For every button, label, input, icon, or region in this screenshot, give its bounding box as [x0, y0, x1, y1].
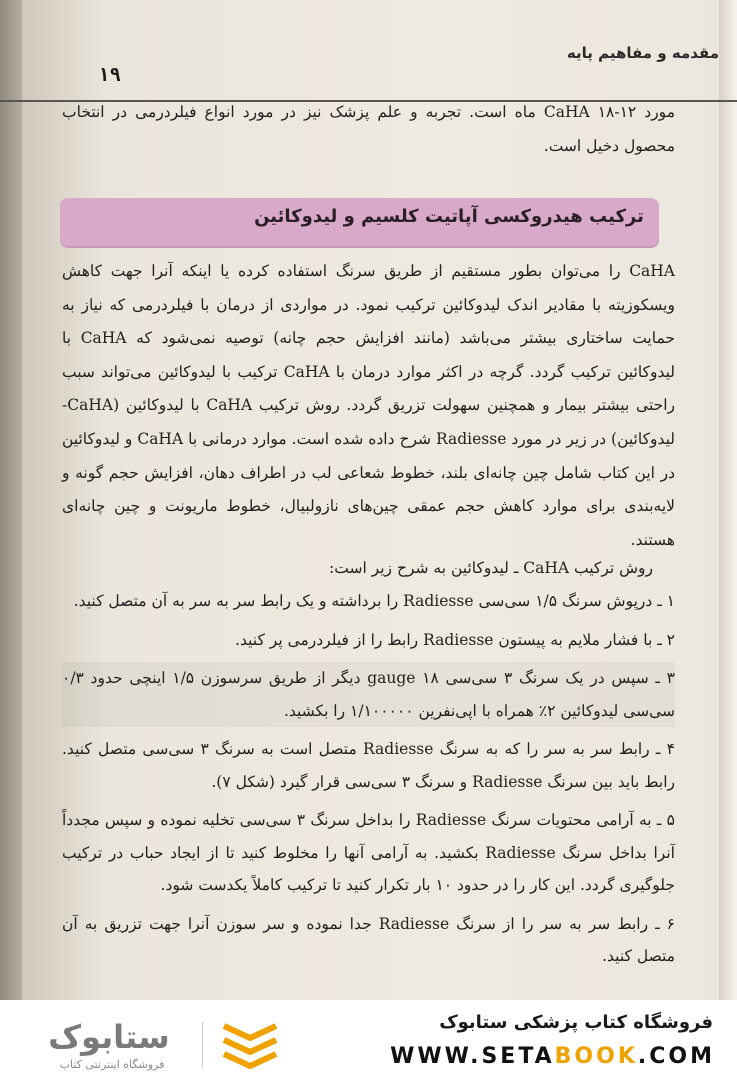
step-item: ۳ ـ سپس در یک سرنگ ۳ سی‌سی gauge ۱۸ دیگر از طریق سرسوزن ۱/۵ اینچی حدود ۰/۳ سی‌سی لیدوکائین ۲٪ همراه با اپی‌نفرین ۱/۱۰۰۰۰۰ را بکشید. [62, 662, 675, 727]
setabook-logo[interactable] [34, 1018, 284, 1074]
step-item: ۶ ـ رابط سر به سر را از سرنگ Radiesse جدا نموده و سر سوزن آنرا جهت تزریق به آن متصل کنید. [62, 914, 675, 965]
intro-paragraph: مورد CaHA ۱۸-۱۲ ماه است. تجربه و علم پزشک نیز در مورد انواع فیلردرمی در انتخاب محصول دخیل است. [62, 103, 675, 155]
page-number: ۱۹ [98, 64, 121, 86]
steps-list [62, 552, 675, 979]
url-suffix: .COM [637, 1044, 715, 1069]
shop-name: فروشگاه کتاب پزشکی ستابوک [439, 1012, 713, 1033]
chevron-logo-icon [220, 1018, 280, 1074]
step-item: ۱ ـ درپوش سرنگ ۱/۵ سی‌سی Radiesse را برداشته و یک رابط سر به سر به آن متصل کنید. [73, 592, 675, 610]
section-title: ترکیب هیدروکسی آپاتیت کلسیم و لیدوکائین [254, 206, 644, 227]
logo-divider [202, 1022, 203, 1068]
step-item: ۴ ـ رابط سر به سر را که به سرنگ Radiesse متصل است به سرنگ ۳ سی‌سی متصل کنید. رابط باید بین سرنگ Radiesse و سرنگ ۳ سی‌سی قرار گیرد (شکل ۷). [62, 740, 675, 791]
method-intro: روش ترکیب CaHA ـ لیدوکائین به شرح زیر است: [329, 559, 653, 577]
url-accent: BOOK [554, 1044, 638, 1069]
store-footer [0, 1000, 737, 1080]
url-prefix: WWW.SETA [390, 1044, 555, 1069]
step-item: ۵ ـ به آرامی محتویات سرنگ Radiesse را بداخل سرنگ ۳ سی‌سی تخلیه نموده و سپس مجدداً آنرا بداخل سرنگ Radiesse بکشید. به آرامی آنها را مخلوط کنید تا از ایجاد حباب در ترکیب جلوگیری گردد. این کار را در حدود ۱۰ بار تکرار کنید تا ترکیب کاملاً یکدست شود. [62, 811, 675, 894]
step-item: ۲ ـ با فشار ملایم به پیستون Radiesse رابط را از فیلردرمی پر کنید. [235, 630, 675, 649]
shop-url-link[interactable] [390, 1044, 715, 1069]
main-paragraph: CaHA را می‌توان بطور مستقیم از طریق سرنگ استفاده کرده یا اینکه آنرا جهت کاهش ویسکوزیته با مقادیر اندک لیدوکائین ترکیب نمود. در مواردی از درمان با فیلردرمی که نیاز به حمایت ساختاری بیشتر می‌باشد (مانند افزایش حجم چانه) توصیه نمی‌شود که CaHA با لیدوکائین ترکیب گردد. گرچه در اکثر موارد درمان با CaHA ترکیب با لیدوکائین می‌تواند سبب راحتی بیشتر بیمار و همچنین سهولت تزریق گردد. روش ترکیب CaHA با لیدوکائین (CaHA- لیدوکائین) در زیر در مورد Radiesse شرح داده شده است. موارد درمانی با CaHA و لیدوکائین در این کتاب شامل چین چانه‌ای بلند، خطوط شعاعی لب در اطراف دهان، افزایش حجم گونه و لایه‌بندی برای موارد کاهش حجم عمقی چین‌های نازولبیال، خطوط ماریونت و چین چانه‌ای هستند. [62, 262, 676, 549]
page-edge [719, 0, 737, 1000]
logo-wordmark: ستابوک [48, 1018, 170, 1056]
running-header: مقدمه و مفاهیم پایه [566, 44, 719, 62]
logo-subtitle: فروشگاه اینترنتی کتاب [59, 1058, 165, 1071]
